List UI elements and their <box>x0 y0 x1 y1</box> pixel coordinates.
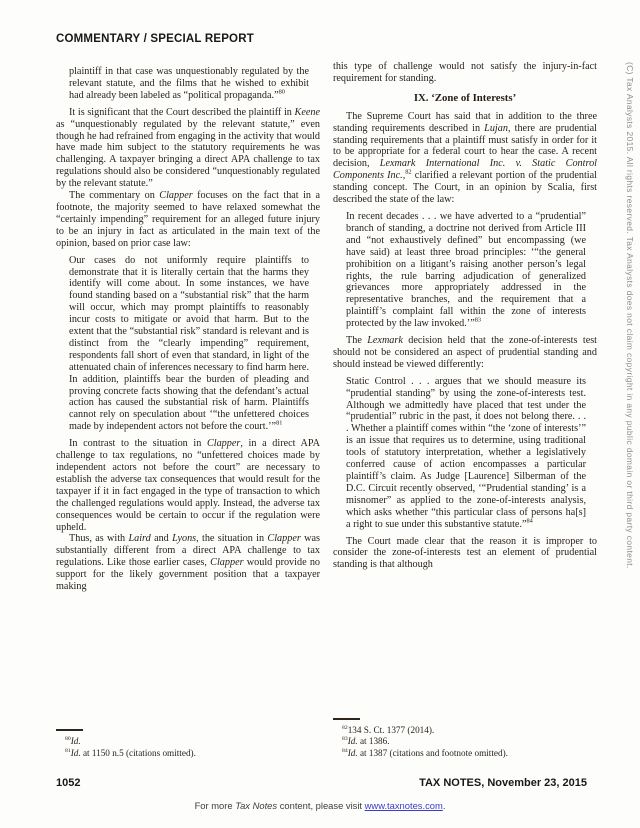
text-run: Static Control . . . argues that we should measure its “prudential standing” by using the zone-of-interests test. Although we admittedly have placed that test under the “prudential” rubric in the past, it does not belong there. . . . Whether a plaintiff comes within “the ‘zone of interests’” is an issue that requires us to determine, using traditional tools of statutory interpretation, whether a legislatively conferred cause of action encompasses a particular plaintiff’s claim. As Judge [Laurence] Silberman of the D.C. Circuit recently observed, ‘“Prudential standing’ is a misnomer” as applied to the zone-of-interests analysis, which asks whether “this particular class of persons ha[s] a right to sue under this substantive statute.” <box>346 375 586 530</box>
column-right <box>333 61 597 759</box>
text-run: as “unquestionably regulated by the relevant statute,” even though he had refrained from engaging in the activity that would have made him subject to the statutory requirements he was challenging. A taxpayer bringing a direct APA challenge to tax regulations should also be considered “unquestionably regulated by the relevant statute.” <box>56 118 320 190</box>
text-run: Thus, as with <box>69 533 129 545</box>
footnote-marker: 84 <box>526 517 533 525</box>
footnote-marker: 82 <box>342 725 348 732</box>
text-run: at 1387 (citations and footnote omitted). <box>357 747 508 758</box>
footnote <box>333 736 597 747</box>
text-run: was substantially different from a direct APA challenge to tax regulations. Like those earlier cases, <box>56 533 320 569</box>
text-run: this type of challenge would not satisfy the injury-in-fact requirement for standing. <box>333 61 597 84</box>
footnote-marker: 83 <box>474 316 482 324</box>
blockquote <box>346 376 586 531</box>
paragraph <box>333 111 597 206</box>
footnote <box>56 748 320 759</box>
bottom-note-brand: Tax Notes <box>235 800 278 811</box>
text-run: , <box>402 170 406 182</box>
footnote-marker: 81 <box>65 747 71 754</box>
footnote-group <box>56 721 320 759</box>
text-run: Id. <box>70 736 81 747</box>
text-run: decision held that the zone-of-interests test should not be considered an aspect of prudential standing and should instead be viewed differently: <box>333 335 598 370</box>
text-run: Keene <box>294 106 320 118</box>
text-run: The <box>346 335 368 347</box>
text-run: Id. <box>70 747 81 758</box>
text-run: Id. <box>347 747 358 758</box>
text-run: Id. <box>347 736 358 747</box>
text-run: at 1386. <box>357 736 390 747</box>
footnote-marker: 84 <box>342 747 348 754</box>
footnote-marker: 80 <box>278 88 285 96</box>
text-run: Lyons <box>172 533 197 545</box>
text-run: plaintiff in that case was unquestionably regulated by the relevant statute, and the films that he wished to exhibit had already been labeled as “political propaganda.” <box>69 66 309 101</box>
text-run: Clapper <box>159 190 193 202</box>
column-left <box>56 61 320 759</box>
footnote-rule <box>333 718 360 720</box>
footnote <box>333 725 597 736</box>
blockquote <box>69 255 309 434</box>
bottom-note-prefix: For more <box>194 800 236 811</box>
text-run: Lujan <box>484 122 508 134</box>
footnote-group <box>333 710 597 759</box>
paragraph <box>56 107 320 190</box>
paragraph <box>56 438 320 533</box>
text-run: Lexmark <box>367 335 403 347</box>
footnote-marker: 81 <box>276 419 283 427</box>
page-header: COMMENTARY / SPECIAL REPORT <box>56 33 254 45</box>
body-columns <box>56 61 597 759</box>
text-run: Clapper <box>206 438 241 450</box>
text-run: Clapper <box>267 533 301 545</box>
text-run: The Supreme Court has said that in addition to the three standing requirements described in <box>333 110 597 134</box>
text-run: In contrast to the situation in <box>69 438 207 450</box>
paragraph <box>56 533 320 593</box>
page-number: 1052 <box>56 777 81 789</box>
blockquote <box>346 211 586 330</box>
paragraph <box>333 61 597 85</box>
text-run: Clapper <box>210 557 244 569</box>
footnote <box>333 748 597 759</box>
copyright-sidebar: (C) Tax Analysts 2015. All rights reserved. Tax Analysts does not claim copyright in any public domain or third party content. <box>625 62 635 569</box>
text-run: clarified a relevant portion of the prudential standing concept. The Court, in an opinion by Scalia, first described the state of the law: <box>333 170 597 206</box>
text-run: IX. ‘Zone of Interests’ <box>413 91 517 104</box>
footnote <box>56 736 320 747</box>
paragraph <box>333 536 597 572</box>
text-run: , in a direct APA challenge to tax regulations, no “unfettered choices made by independent actors not before the court” are necessary to establish the adverse tax consequences that would result for the taxpayer if it in fact engaged in the type of transaction to which the challenged regulations would apply. Instead, the adverse tax consequences would be certain to occur if the regulation were upheld. <box>56 438 320 533</box>
section-heading <box>333 93 597 105</box>
bottom-note-suffix: . <box>442 800 446 811</box>
text-run: In recent decades . . . we have adverted to a “prudential” branch of standing, a doctrine not derived from Article III and “not exhaustively defined” but encompassing (we have said) at least three broad principles: ‘“the general prohibition on a litigant’s raising another person’s legal rights, the rule barring adjudication of generalized grievances more appropriately addressed in the representative branches, and the requirement that a plaintiff’s complaint fall within the zone of interests protected by the law invoked.’” <box>346 210 586 330</box>
footnote-rule <box>56 729 83 731</box>
text-run: Lexmark International Inc. v. Static Control Components Inc. <box>333 158 597 182</box>
text-run: Laird <box>128 533 151 545</box>
text-run: and <box>150 533 173 545</box>
text-run: at 1150 n.5 (citations omitted). <box>80 747 196 758</box>
text-run: focuses on the fact that in a footnote, the majority seemed to have relaxed somewhat the “certainly impending” requirement for an alleged future injury to be an injury in fact as articulated in the main text of the opinion, based on prior case law: <box>56 190 320 249</box>
text-run: It is significant that the Court described the plaintiff in <box>69 106 295 118</box>
bottom-note-middle: content, please visit <box>277 800 365 811</box>
taxnotes-link[interactable]: www.taxnotes.com <box>364 800 443 811</box>
text-run: , there are prudential standing requirements that a plaintiff must satisfy in order for it to be appropriate for a federal court to hear the case. A recent decision, <box>333 122 597 170</box>
blockquote <box>69 66 309 102</box>
bottom-note <box>0 800 640 811</box>
text-run: 134 S. Ct. 1377 (2014). <box>347 725 435 736</box>
footnote-marker: 80 <box>65 736 71 743</box>
text-run: The commentary on <box>69 190 160 202</box>
text-run: , the situation in <box>196 533 268 545</box>
text-run: Our cases do not uniformly require plaintiffs to demonstrate that it is literally certain that the harms they identify will come about. In some instances, we have found standing based on a “substantial risk” that the harm will occur, which may prompt plaintiffs to reasonably incur costs to mitigate or avoid that harm. But to the extent that the “substantial risk” standard is relevant and is distinct from the “clearly impending” requirement, respondents fall short of even that standard, in light of the attenuated chain of inferences necessary to find harm here. In addition, plaintiffs bear the burden of pleading and proving concrete facts showing that the defendant’s actual action has caused the substantial risk of harm. Plaintiffs cannot rely on speculation about ‘“the unfettered choices made by independent actors not before the court.’” <box>69 254 309 433</box>
paragraph <box>333 335 597 371</box>
paragraph <box>56 190 320 250</box>
text-run: would provide no support for the likely government position that a taxpayer making <box>56 557 321 593</box>
text-run: The Court made clear that the reason it is improper to consider the zone-of-interests test an element of prudential standing is that although <box>333 535 597 571</box>
journal-title: TAX NOTES, November 23, 2015 <box>419 777 587 789</box>
footnote-marker: 83 <box>342 736 348 743</box>
footnote-marker: 82 <box>405 168 412 176</box>
